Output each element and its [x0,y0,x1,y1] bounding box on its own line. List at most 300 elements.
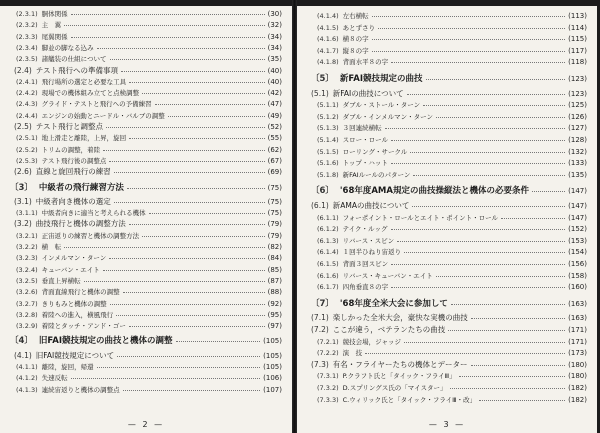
dot-leader [110,58,265,60]
toc-entry-title: 新FAIルールのパターン [342,170,411,179]
toc-entry-number: (7.2) [311,325,329,334]
toc-entry-number: (2.3.1) [16,10,38,18]
dot-leader [413,174,565,176]
toc-entry-number: (4.1.4) [317,12,339,20]
toc-entry [0,275,292,287]
dot-leader [365,352,565,354]
toc-entry [0,65,292,77]
dot-leader [109,160,264,162]
dot-leader [410,151,565,153]
toc-entry-title: リバース・キューバン・エイト [342,271,433,280]
toc-entry-title: 直線と旋回飛行の練習 [35,167,111,177]
toc-entry [297,111,597,123]
toc-entry-title: リバース・スピン [342,236,395,245]
toc-entry-page: (106) [263,374,282,383]
toc-entry-page: (160) [568,283,587,292]
toc-entry-page: (156) [568,260,587,268]
toc-entry-number: (6.1.7) [317,283,339,292]
toc-entry-number: (2.4.3) [16,100,38,109]
dot-leader [391,139,565,141]
toc-entry [297,157,597,169]
toc-entry [297,45,597,57]
dot-leader [451,303,565,305]
toc-entry-title: 着陸への進入，横風飛行 [41,310,114,319]
toc-entry [297,99,597,111]
toc-entry-number: (7.3.3) [317,395,339,404]
toc-entry-page: (182) [568,395,587,404]
toc-entry-page: (128) [568,136,587,144]
toc-entry-page: (171) [568,326,587,334]
toc-entry-title: 横 転 [41,243,62,251]
toc-entry-page: (62) [267,145,282,154]
toc-entry-page: (30) [267,10,282,18]
toc-entry-page: (34) [267,32,282,41]
toc-entry-title: 離陸，旋回，帰還 [41,363,94,371]
toc-entry [297,281,597,293]
toc-entry [297,298,597,310]
toc-entry [0,121,292,133]
toc-entry-number: (3.2.1) [16,231,38,240]
toc-entry-title: 中級者の飛行練習方法 [38,182,124,193]
toc-entry-number: (7.3.1) [317,372,339,381]
toc-entry-title: 縦８の字 [342,46,369,55]
toc-entry-page: (123) [568,89,587,98]
dot-leader [372,50,566,52]
toc-entry-page: (55) [267,134,282,143]
toc-entry-page: (92) [267,299,282,308]
dot-leader [532,190,565,192]
toc-entry-number: (3.2.2) [16,243,38,251]
dot-leader [471,317,565,319]
toc-entry-page: (42) [267,89,282,98]
toc-entry-number: (7.1) [311,313,329,323]
toc-entry [0,361,292,373]
toc-entry-page: (79) [267,231,282,240]
toc-entry-title: 飛行場所の選定と必要な工具 [41,77,127,86]
page-number-left: — 2 — [127,420,165,429]
dot-leader [116,314,265,316]
toc-entry [297,134,597,146]
toc-entry-page: (118) [568,58,587,67]
dot-leader [426,78,566,80]
toc-entry-title: 背面直線飛行と機体の調整 [41,288,120,297]
toc-entry-title: 背面３回スピン [342,260,389,268]
toc-entry-title: 背面水平８の字 [342,58,389,67]
toc-entry-number: (3.2.9) [16,322,38,331]
toc-entry-title: 連続宙返りと機体の調整点 [41,385,120,394]
toc-entry [0,8,292,20]
toc-entry-page: (133) [568,159,587,168]
toc-entry-number: (6.1.6) [317,271,339,280]
toc-entry-title: 新FAIの曲技について [332,88,404,98]
dot-leader [97,366,261,368]
dot-leader [142,235,265,237]
toc-entry-number: (5.1.6) [317,159,339,168]
toc-entry-number: 〔3〕 [10,182,33,193]
toc-entry-title: 左右横転 [342,12,369,20]
toc-entry [0,19,292,31]
toc-entry-title: 失速反転 [41,374,68,383]
toc-entry-page: (132) [568,147,587,156]
dot-leader [71,377,261,379]
toc-entry-title: P.クラフト氏と「タイック・フライⅢ」 [342,372,456,381]
toc-entry-page: (40) [267,77,282,86]
dot-leader [114,171,265,173]
dot-leader [129,137,265,139]
toc-entry-page: (171) [568,337,587,346]
toc-entry-number: (5.1.4) [317,136,339,144]
toc-entry-number: (2.3.3) [16,32,38,41]
toc-entry [297,324,597,336]
toc-entry [297,122,597,134]
toc-entry-title: 諸艤装の仕組について [41,55,107,64]
toc-entry [297,235,597,247]
left-page [0,6,292,433]
toc-entry-title: あとずさり [342,23,376,32]
toc-entry-page: (152) [568,225,587,234]
toc-entry-page: (147) [568,213,587,222]
dot-leader [168,115,265,117]
toc-entry [297,258,597,270]
toc-entry-title: グライド・テストと飛行への予備練習 [41,100,152,109]
toc-entry-number: (7.3.2) [317,384,339,392]
toc-entry-title: テイク・ルッグ [342,225,388,234]
toc-entry-page: (114) [568,23,587,32]
toc-entry-page: (75) [267,209,282,218]
toc-entry-page: (163) [568,299,587,308]
toc-entry-title: テスト飛行への準備事項 [35,65,118,75]
toc-entry [297,270,597,282]
toc-entry [0,335,292,347]
toc-entry [0,144,292,156]
toc-entry [297,88,597,100]
dot-leader [129,223,265,225]
toc-entry [297,22,597,34]
toc-entry-page: (154) [568,248,587,257]
toc-entry-number: (2.3.2) [16,21,38,30]
dot-leader [450,387,566,389]
toc-entry-number: 〔5〕 [311,74,334,84]
toc-entry-page: (52) [267,123,282,131]
toc-entry [0,196,292,208]
toc-entry-number: (7.2.2) [317,349,339,358]
toc-entry-title: 地上滑走と離陸，上昇，旋回 [41,134,127,143]
toc-entry-number: (7.2.1) [317,337,339,346]
toc-entry-title: インメルマン・ターン [41,254,107,263]
toc-entry-page: (127) [568,124,587,133]
toc-entry-number: (3.2.7) [16,299,38,308]
toc-entry-page: (79) [267,220,282,229]
toc-entry [297,382,597,394]
toc-entry [0,384,292,396]
toc-entry-title: 中級者向き機体の選定 [35,196,111,206]
toc-entry [0,110,292,122]
toc-entry-number: (5.1.3) [317,124,339,133]
toc-entry-number: (4.1.2) [16,374,38,383]
toc-entry-number: (6.1.3) [317,236,339,245]
toc-entry [0,87,292,99]
toc-entry [297,10,597,22]
toc-entry [0,350,292,362]
toc-entry-page: (113) [568,12,587,20]
toc-entry-page: (97) [267,322,282,331]
toc-entry-page: (182) [568,384,587,392]
toc-entry [0,372,292,384]
dot-leader [501,217,565,219]
toc-entry-title: 着陸とタッチ・アンド・ゴー [41,322,126,331]
toc-entry-number: (6.1) [311,201,329,210]
toc-entry-number: 〔4〕 [10,336,33,347]
toc-entry-title: きりもみと機体の調整 [41,299,107,308]
toc-entry-page: (35) [267,55,282,64]
toc-entry-number: (3.2.8) [16,310,38,319]
toc-entry-number: (4.1.1) [16,363,38,371]
toc-entry-title: 演 技 [342,349,363,358]
dot-leader [404,341,565,343]
toc-entry-title: スロー・ロール [342,136,388,144]
toc-entry-number: (4.1.7) [317,46,339,55]
toc-entry-number: (2.3.5) [16,55,38,64]
toc-entry-title: 主 翼 [41,21,62,30]
dot-leader [84,280,265,282]
toc-entry-page: (158) [568,271,587,280]
dot-leader [123,291,265,293]
dot-leader [103,149,265,151]
toc-entry [0,53,292,65]
toc-entry-page: (105) [263,363,282,371]
toc-entry-number: (2.6) [14,167,32,177]
toc-entry-page: (115) [568,35,587,44]
toc-entry-title: １回半ひねり宙返り [342,248,402,257]
toc-entry-number: (6.1.2) [317,225,339,234]
toc-entry-title: 現場での機体組み立てと点検調整 [41,89,140,98]
toc-entry-number: (2.4.2) [16,89,38,98]
dot-leader [71,36,265,38]
dot-leader [391,263,565,265]
dot-leader [372,15,566,17]
toc-entry-title: D.スプリングス氏の「マイスター」 [342,384,447,392]
toc-entry-title: テスト飛行後の調整点 [41,156,107,165]
toc-entry-number: (3.2) [14,219,32,229]
toc-entry-number: (7.3) [311,359,329,369]
dot-leader [391,162,565,164]
toc-entry-number: (4.1.5) [317,23,339,32]
toc-entry-page: (49) [267,111,282,120]
toc-entry [0,166,292,178]
toc-entry [297,212,597,224]
toc-entry [297,312,597,324]
dot-leader [391,228,566,230]
toc-entry-number: (2.5.1) [16,134,38,143]
toc-entry-page: (32) [267,21,282,30]
toc-entry [0,252,292,264]
toc-entry-page: (105) [263,351,282,360]
dot-leader [149,212,265,214]
dot-leader [479,399,565,401]
dot-leader [407,93,566,95]
toc-entry-title: ダブル・インメルマン・ターン [342,112,434,121]
toc-entry-title: 中級者向きに適当と考えられる機体 [41,209,146,218]
toc-entry [297,223,597,235]
toc-entry-number: (5.1.2) [317,112,339,121]
toc-entry [297,359,597,371]
dot-leader [114,201,265,203]
toc-entry [0,207,292,219]
toc-entry-number: (2.5.2) [16,145,38,154]
toc-entry-page: (117) [568,46,587,55]
toc-entry-page: (105) [263,337,282,346]
toc-entry-number: (4.1.8) [317,58,339,67]
toc-entry [297,56,597,68]
toc-entry [0,76,292,88]
toc-entry [297,146,597,158]
dot-leader [176,340,261,342]
dot-leader [97,47,265,49]
toc-entry [0,155,292,167]
toc-entry-page: (163) [568,314,587,323]
toc-entry-page: (125) [568,101,587,110]
toc-entry-page: (147) [568,202,587,210]
dot-leader [71,13,265,15]
toc-entry-title: 脚並の脚なる込み [41,43,94,52]
toc-entry-title: テスト飛行と調整点 [35,122,103,131]
toc-entry-page: (180) [568,372,587,381]
toc-entry-page: (34) [267,43,282,52]
toc-entry-title: エンジンの始動とニードル・バルブの調整 [41,111,165,120]
toc-entry [0,241,292,253]
dot-leader [129,325,265,327]
dot-leader [64,24,265,26]
toc-entry-title: 曲技飛行と機体の調整方法 [35,219,126,229]
toc-entry-title: 新AMAの曲技について [332,201,410,210]
toc-entry-number: (2.4) [14,65,32,75]
toc-entry-number: 〔7〕 [311,298,334,309]
toc-entry-number: (3.1) [14,196,32,206]
toc-entry-title: 垂直上昇横転 [41,276,81,285]
toc-entry-title: 旧FAI競技規定について [35,350,115,360]
toc-entry-number: (4.1) [14,350,32,360]
toc-entry [297,200,597,212]
toc-entry-page: (147) [568,187,587,196]
toc-entry-title: 四角垂直８の字 [342,283,389,292]
toc-entry [297,336,597,348]
toc-entry-number: (5.1.8) [317,170,339,179]
toc-entry-number: 〔6〕 [311,186,334,197]
dot-leader [372,38,566,40]
toc-entry-number: (5.1.5) [317,147,339,156]
toc-entry-number: (4.1.3) [16,385,38,394]
toc-entry-number: (5.1.1) [317,101,339,110]
toc-entry-title: ３回連続横転 [342,124,382,133]
toc-entry-page: (107) [263,385,282,394]
toc-entry-page: (88) [267,288,282,297]
page-number-right: — 3 — [428,420,466,429]
toc-entry-title: 競技会場，ジャッジ [342,337,401,346]
toc-entry [297,73,597,85]
toc-entry-title: フォーポイント・ロールとエイト・ポイント・ロール [342,213,499,222]
toc-entry-title: ダブル・ストール・ターン [342,101,421,110]
toc-entry [297,33,597,45]
toc-entry-page: (47) [267,100,282,109]
toc-entry-page: (95) [267,310,282,319]
toc-entry-page: (82) [267,243,282,251]
toc-entry [297,169,597,181]
toc-entry-page: (123) [568,75,587,83]
toc-entry-number: (6.1.4) [317,248,339,257]
toc-entry-title: トップ・ハット [342,159,388,168]
toc-entry-title: 正宙返りの練習と機体の調整方法 [41,231,140,240]
dot-leader [412,205,565,207]
toc-entry-title: 有名・フライヤーたちの機体とデーター [332,359,468,369]
toc-entry-title: 胴体関係 [41,10,68,18]
dot-leader [109,257,264,259]
dot-leader [117,355,260,357]
dot-leader [129,81,265,83]
toc-entry-title: トリムの調整，着陸 [41,145,101,154]
toc-entry-number: (5.1) [311,88,329,98]
toc-entry-number: (3.2.5) [16,276,38,285]
toc-entry-number: (2.4.1) [16,77,38,86]
toc-entry-title: ローリング・サークル [342,147,408,156]
toc-entry-number: (2.5) [14,122,32,131]
dot-leader [142,92,265,94]
toc-entry-title: 尾翼関係 [41,32,68,41]
toc-entry-page: (126) [568,112,587,121]
dot-leader [397,240,565,242]
dot-leader [436,275,565,277]
toc-entry-page: (180) [568,360,587,369]
toc-entry-number: (6.1.5) [317,260,339,268]
toc-entry-number: (2.3.4) [16,43,38,52]
dot-leader [391,286,565,288]
toc-entry-title: ここが違う，ベテランたちの曲技 [332,325,446,334]
toc-entry-page: (40) [267,66,282,75]
toc-entry [0,182,292,194]
toc-entry [0,218,292,230]
toc-entry-title: '68年度全米大会に参加して [339,298,448,309]
dot-leader [459,375,566,377]
toc-entry-page: (173) [568,349,587,358]
toc-entry [0,264,292,276]
toc-entry-page: (85) [267,265,282,274]
dot-leader [404,251,565,253]
toc-entry-title: '68年度AMA規定の曲技操縦法と機体の必要条件 [339,186,529,197]
toc-entry [297,370,597,382]
dot-leader [103,269,265,271]
toc-entry [297,185,597,197]
dot-leader [127,187,265,189]
toc-entry [297,347,597,359]
dot-leader [106,126,265,128]
toc-entry-number: (3.2.4) [16,265,38,274]
toc-entry-title: 旧FAI競技規定の曲技と機体の調整 [38,336,173,347]
toc-entry-number: (3.1.1) [16,209,38,218]
dot-leader [121,70,265,72]
toc-entry-title: 新FAI競技規定の曲技 [339,74,423,84]
toc-entry-page: (67) [267,156,282,165]
right-page [297,6,597,433]
toc-entry-page: (75) [267,183,282,192]
toc-entry [0,309,292,321]
dot-leader [378,27,565,29]
toc-entry [297,246,597,258]
toc-entry [0,320,292,332]
toc-entry-number: (3.2.3) [16,254,38,263]
toc-entry-number: (6.1.1) [317,213,339,222]
dot-leader [423,104,565,106]
dot-leader [436,116,565,118]
toc-entry [0,298,292,310]
